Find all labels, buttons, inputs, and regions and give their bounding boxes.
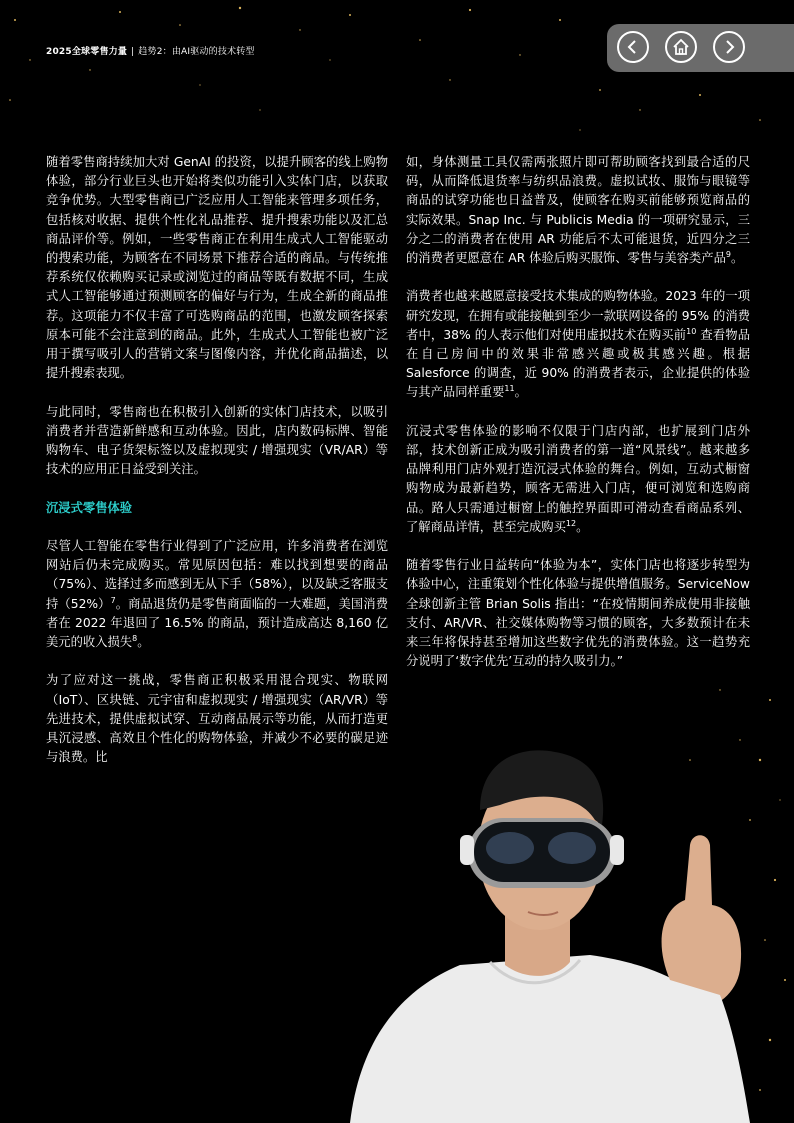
running-header: [46, 44, 255, 57]
chevron-left-icon[interactable]: [617, 31, 649, 63]
footnote-ref[interactable]: 8: [132, 633, 138, 643]
paragraph: 与此同时，零售商也在积极引入创新的实体门店技术，以吸引消费者并营造新鲜感和互动体验。因此，店内数码标牌、智能购物车、电子货架标签以及虚拟现实 / 增强现实（VR/AR）等技术的应用正日益受到关注。: [46, 404, 388, 477]
section-subheading: 沉浸式零售体验: [46, 500, 133, 515]
paragraph: 为了应对这一挑战，零售商正积极采用混合现实、物联网（IoT）、区块链、元宇宙和虚拟现实 / 增强现实（AR/VR）等先进技术，提供虚拟试穿、互动商品展示等功能，从而打造更具沉浸感、高效且个性化的购物体验，并减少不必要的碳足迹与浪费。比: [46, 673, 388, 765]
report-title: 2025全球零售力量: [46, 47, 128, 57]
footnote-ref[interactable]: 12: [565, 518, 577, 528]
page-navigation: [607, 24, 794, 72]
right-column: [406, 153, 750, 671]
paragraph: 消费者也越来越愿意接受技术集成的购物体验。2023 年的一项研究发现，在拥有或能接触到至少一款联网设备的 95% 的消费者中，38% 的人表示他们对使用虚拟技术在购买前$^{10}$ 查看物品在自己房间中的效果非常感兴趣或极其感兴趣。根据 Salesforce 的调查，近 90% 的消费者表示，企业提供的体验与其产品同样重要$^{11}$。: [406, 289, 750, 400]
section-title: 趋势2：由AI驱动的技术转型: [138, 47, 255, 57]
paragraph: 沉浸式零售体验的影响不仅限于门店内部，也扩展到门店外部，技术创新正成为吸引消费者的第一道“风景线”。越来越多品牌利用门店外观打造沉浸式体验的舞台。例如，互动式橱窗购物成为最新趋势，顾客无需进入门店，便可浏览和选购商品。路人只需通过橱窗上的触控界面即可滑动查看商品系列、了解商品详情，甚至完成购买$^{12}$。: [406, 423, 750, 534]
left-column: [46, 153, 388, 767]
footnote-ref[interactable]: 10: [686, 326, 697, 336]
chevron-right-icon[interactable]: [713, 31, 745, 63]
footnote-ref[interactable]: 9: [725, 249, 731, 259]
paragraph: 如，身体测量工具仅需两张照片即可帮助顾客找到最合适的尺码，从而降低退货率与纺织品浪费。虚拟试妆、服饰与眼镜等商品的试穿功能也日益普及，使顾客在购买前能够预览商品的实际效果。Snap Inc. 与 Publicis Media 的一项研究显示，三分之二的消费者在使用 AR 功能后不太可能退货，近四分之三的消费者更愿意在 AR 体验后购买服饰、零售与美容类产品$^9$。: [406, 155, 750, 266]
footnote-ref[interactable]: 7: [110, 595, 116, 605]
header-separator: |: [131, 47, 135, 57]
footnote-ref[interactable]: 11: [504, 384, 515, 394]
paragraph: 随着零售商持续加大对 GenAI 的投资，以提升顾客的线上购物体验，部分行业巨头也开始将类似功能引入实体门店，以获取竞争优势。大型零售商已广泛应用人工智能来管理多项任务，包括核对收据、提供个性化礼品推荐、提升搜索功能以及汇总商品评价等。例如，一些零售商正在利用生成式人工智能驱动的搜索功能，为顾客在不同场景下推荐合适的商品。与传统推荐系统仅依赖购买记录或浏览过的商品等既有数据不同，生成式人工智能够通过预测顾客的偏好与行为，生成全新的商品推荐。这项能力不仅丰富了可选购商品的范围，也激发顾客探索原本可能不会注意到的商品。此外，生成式人工智能也被广泛用于撰写吸引人的营销文案与图像内容，并优化商品描述，以提升搜索表现。: [46, 155, 388, 381]
home-icon[interactable]: [665, 31, 697, 63]
vr-headset-person-photo: [340, 740, 794, 1123]
paragraph: 随着零售行业日益转向“体验为本”，实体门店也将逐步转型为体验中心，注重策划个性化体验与提供增值服务。ServiceNow 全球创新主管 Brian Solis 指出：“在疫情期间养成使用非接触支付、AR/VR、社交媒体购物等习惯的顾客，大多数预计在未来三年将保持甚至增加这些数字优先的消费体验。这一趋势充分说明了‘数字优先’互动的持久吸引力。”: [406, 558, 750, 669]
paragraph: 尽管人工智能在零售行业得到了广泛应用，许多消费者在浏览网站后仍未完成购买。常见原因包括：难以找到想要的商品（75%）、选择过多而感到无从下手（58%），以及缺乏客服支持$(52\%)^7$。商品退货仍是零售商面临的一大难题，美国消费者在 2022 年退回了 16.5% 的商品，预计造成高达 8,160 亿美元的收入损失$^8$。: [46, 539, 388, 650]
